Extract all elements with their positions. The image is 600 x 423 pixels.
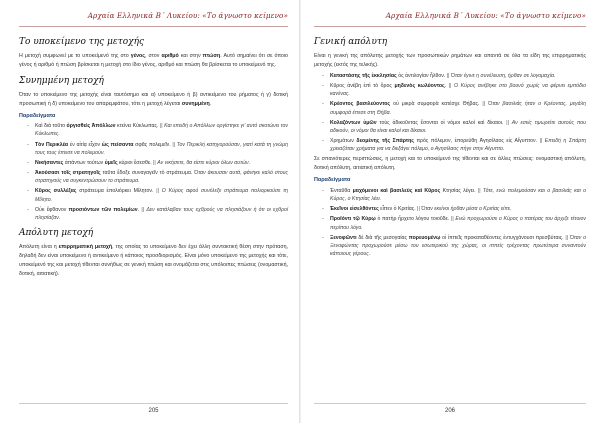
examples-list-right-2 <box>314 187 586 259</box>
examples-label-left: Παραδείγματα <box>19 112 56 119</box>
footer-rule-right <box>314 403 586 404</box>
example-item: - Νικήσαντες ἀπάντων τούτων ὑμεῖς κύριοι ἔσεσθε. || Αν νικήσετε, θα είστε κύριοι όλων αυτών. <box>35 159 288 167</box>
section-text-other-absolute-cases: Σε σπανιότερες περιπτώσεις, η μετοχή και το υποκείμενό της τίθενται και σε άλλες πτώσεις: ονομαστική απόλυτη, δοτική απόλυτη, αιτιατική απόλυτη. <box>314 156 586 172</box>
page-number-left: 205 <box>148 408 159 414</box>
running-head-right: Αρχαία Ελληνικά Β΄ Λυκείου: «Το άγνωστο κείμενο» <box>385 11 586 20</box>
footer-rule-left <box>19 403 288 404</box>
example-item: - Κῦρος ἀνέβη ἐπὶ τὸ ὄρος μηδενὸς κωλύοντος. || Ο Κύρος ανέβηκε στο βουνό χωρίς να φέρνει εμπόδιο κανένας. <box>330 82 586 99</box>
section-text-conjunct-participle: Όταν το υποκείμενο της μετοχής είναι ταυτόσημο και α) υποκείμενο ή β) αντικείμενο του ρήματος ή γ) δοτική προσωπική ή δ) υποκείμενο του απαρεμφάτου, τότε η μετοχή λέγεται συνημμένη. <box>19 91 288 107</box>
section-intro-genitive-absolute: Είναι η γενική της απόλυτης μετοχής των προσωπικών ρημάτων και απαντά σε όλα τα είδη της επιρρηματικής μετοχής (εκτός της τελικής). <box>314 53 586 68</box>
example-item: - Ἀκούσασι τοῖς στρατηγοῖς ταῦτα ἔδοξε συναγαγεῖν τὸ στράτευμα. Όταν άκουσαν αυτά, φάνηκε καλό στους στρατηγούς να συγκεντρώσουν το στράτευμα. <box>35 169 288 186</box>
left-content <box>19 36 288 281</box>
section-title-subject-of-participle: Το υποκείμενο της μετοχής <box>19 37 145 47</box>
right-content <box>314 36 586 260</box>
page-number-right: 206 <box>444 408 455 414</box>
section-text-absolute-participle: Απόλυτη είναι η επιρρηματική μετοχή, της οποίας το υποκείμενο δεν έχει άλλη συντακτική θέση στην πρόταση, δηλαδή δεν είναι υποκείμενο ή αντικείμενο ή κάποιος προσδιορισμός. Είναι μόνο υποκείμενο της μετοχής και τότε, υποκείμενό της και μετοχή τίθενται συνήθως σε γενική πτώση και ονομάζεται στις υπόλοιπες πτώσεις (ονομαστική, δοτική, αιτιατική). <box>19 244 289 278</box>
example-item: - Χρημάτων δεομένης τῆς Σπάρτης πρὸς πόλεμον, ἐπορεύθη Ἀγησίλαος εἰς Αἴγυπτον. || Επειδή η Σπάρτη χρειαζόταν χρήματα για να διεξάγει πόλεμο, ο Αγησίλαος πήγε στην Αίγυπτο. <box>330 137 586 154</box>
right-page <box>300 0 600 423</box>
example-item: - Οὐκ ἔφθανον προσιόντων τῶν πολεμίων. || Δεν κατάλαβαν τους εχθρούς να πλησιάζουν ή ότι οι εχθροί πλησίαζαν. <box>35 206 288 223</box>
example-item: - Ἐκεῖνοι εἰσελθόντες εἶπεν ὁ Κριτίας. || Όταν εκείνοι ήρθαν μέσα ο Κριτίας είπε. <box>330 205 586 213</box>
section-text-subject-of-participle: Η μετοχή συμφωνεί με το υποκείμενό της στο γένος, στον αριθμό και στην πτώση. Αυτό σημαίνει ότι σε όποιο γένος ή αριθμό ή πτώση βρίσκεται η μετοχή στο ίδιο γένος, αριθμό και πτώση θα βρίσκεται το υποκείμενό της. <box>19 53 288 68</box>
example-item: - Κολαζόντων ὑμῶν τοὺς ἀδικοῦντας ἔσονται οἱ νόμοι καλοί καὶ δίκαιοι. || Αν εσείς τιμωρείτε αυτούς που αδικούν, οι νόμοι θα είναι καλοί και δίκαιοι. <box>330 119 586 136</box>
section-title-conjunct-participle: Συνημμένη μετοχή <box>19 75 104 86</box>
example-item: - Κῦρος συλλέξας στράτευμα ἐπολιόρκει Μίλητον. || Ο Κύρος αφού συνέλεξε στράτευμα πολιορκούσε τη Μίλητο. <box>35 187 288 204</box>
example-item: - Προϊόντι τῷ Κύρῳ ὁ πατὴρ ἤρχετο λόγου τοιοῦδε. || Ενώ προχωρούσε ο Κύρος ο πατέρας του άρχιζε τέτοιον περίπου λόγο. <box>330 215 586 232</box>
example-item: - Ἐνταῦθα μαχόμενοι καὶ βασιλεὺς καὶ Κῦρος Κτησίας λέγει. || Τότε, ενώ πολεμούσαν και ο βασιλιάς και ο Κύρος, ο Κτησίας λέει. <box>330 187 586 204</box>
examples-label-right: Παραδείγματα <box>314 177 351 184</box>
example-item: - Καὶ διὰ τοῦτο ὀργισθεὶς Ἀπόλλων κτείνει Κύκλωπας. || Και επειδή ο Απόλλων οργίστηκε γι' αυτό σκοτώνει τον Κύκλωπες. <box>35 122 288 139</box>
example-item: - Κρέοντος βασιλεύοντος οὐ μικρὰ συμφορὰ κατέσχε Θήβας. || Όταν βασιλιάς ήταν ο Κρέοντας, μεγάλη συμφορά έπεσε στη Θήβα. <box>330 100 586 117</box>
examples-list-right-1 <box>314 72 586 154</box>
section-title-genitive-absolute: Γενική απόλυτη <box>314 37 388 47</box>
example-item: - Καταστάσης τῆς ἐκκλησίας ὁς ἀντιλογίαν ἦλθον. || Όταν έγινε η συνέλευση, ήρθαν σε λογομαχία. <box>330 72 586 80</box>
header-rule-right <box>314 26 586 27</box>
example-item: - Ξενοφῶντι δὲ διὰ τῆς μεσογαίας πορευομένῳ οἱ ἱππεῖς προκαταθέοντες ἐντυγχάνουσι πρεσβύταις. || Όταν ο Ξενοφώντας προχωρούσε μέσω του εσωτερικού της χώρας, οι ιππείς τρέχοντας πρωτύτερα συναντούν κάποιους γέρους. <box>330 234 586 259</box>
examples-list-left <box>19 122 288 222</box>
section-title-absolute-participle: Απόλυτη μετοχή <box>19 228 94 239</box>
running-head-left: Αρχαία Ελληνικά Β΄ Λυκείου: «Το άγνωστο κείμενο» <box>87 11 288 20</box>
example-item: - Τὸν Περικλέα ἐν αἰτίᾳ εἶχον ὡς πείσαντα σφᾶς πολεμεῖν. || Τον Περικλή κατηγορούσαν, γιατί κατά τη γνώμη τους τους έπεισε να πολεμούν. <box>35 141 288 158</box>
header-rule-left <box>19 26 288 27</box>
